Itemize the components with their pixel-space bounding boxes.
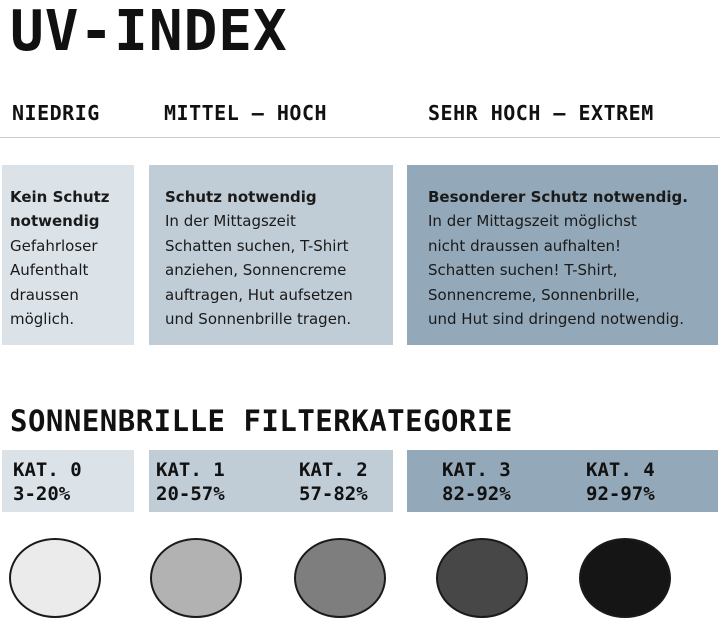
box-text-line: Schatten suchen! T-Shirt, xyxy=(428,261,618,280)
box-heading-line: Schutz notwendig xyxy=(165,188,317,206)
box-text-line: auftragen, Hut aufsetzen xyxy=(165,285,353,304)
category-range: 57-82% xyxy=(299,483,368,505)
divider xyxy=(0,137,720,138)
category-label: KAT. 4 xyxy=(586,459,655,481)
box-text-line: In der Mittagszeit xyxy=(165,212,296,231)
lens-kat-1 xyxy=(150,538,242,618)
box-heading-line: notwendig xyxy=(10,212,100,231)
info-box-mittel-hoch xyxy=(149,165,393,345)
box-heading-line: Kein Schutz xyxy=(10,188,110,206)
box-text-line: möglich. xyxy=(10,310,75,329)
page-title: UV-INDEX xyxy=(10,0,288,64)
lens-kat-3 xyxy=(436,538,528,618)
box-text-line: nicht draussen aufhalten! xyxy=(428,236,622,255)
category-kat-0 xyxy=(13,458,82,506)
category-kat-1 xyxy=(156,458,225,506)
box-text-line: Gefahrloser xyxy=(10,236,98,255)
category-range: 3-20% xyxy=(13,483,71,505)
column-heading-niedrig: NIEDRIG xyxy=(12,101,100,125)
column-heading-mittel-hoch: MITTEL – HOCH xyxy=(164,101,328,125)
lens-kat-0 xyxy=(9,538,101,618)
box-text-line: Sonnencreme, Sonnenbrille, xyxy=(428,285,640,304)
box-text-line: draussen xyxy=(10,285,79,304)
category-range: 20-57% xyxy=(156,483,225,505)
box-text-line: und Sonnenbrille tragen. xyxy=(165,310,352,329)
filter-category-title: SONNENBRILLE FILTERKATEGORIE xyxy=(10,404,513,438)
lens-kat-2 xyxy=(294,538,386,618)
box-text-line: Aufenthalt xyxy=(10,261,89,280)
lens-kat-4 xyxy=(579,538,671,618)
category-range: 82-92% xyxy=(442,483,511,505)
category-kat-3 xyxy=(442,458,511,506)
category-kat-2 xyxy=(299,458,368,506)
box-text-line: In der Mittagszeit möglichst xyxy=(428,212,637,231)
category-label: KAT. 3 xyxy=(442,459,511,481)
column-heading-sehr-hoch-extrem: SEHR HOCH – EXTREM xyxy=(428,101,654,125)
box-text-line: Schatten suchen, T-Shirt xyxy=(165,236,349,255)
box-heading-line: Besonderer Schutz notwendig. xyxy=(428,188,688,206)
box-text-line: anziehen, Sonnencreme xyxy=(165,261,347,280)
info-box-sehr-hoch-extrem xyxy=(407,165,718,345)
category-range: 92-97% xyxy=(586,483,655,505)
info-box-niedrig xyxy=(2,165,134,345)
category-label: KAT. 2 xyxy=(299,459,368,481)
category-kat-4 xyxy=(586,458,655,506)
category-label: KAT. 0 xyxy=(13,459,82,481)
category-label: KAT. 1 xyxy=(156,459,225,481)
box-text-line: und Hut sind dringend notwendig. xyxy=(428,310,684,329)
